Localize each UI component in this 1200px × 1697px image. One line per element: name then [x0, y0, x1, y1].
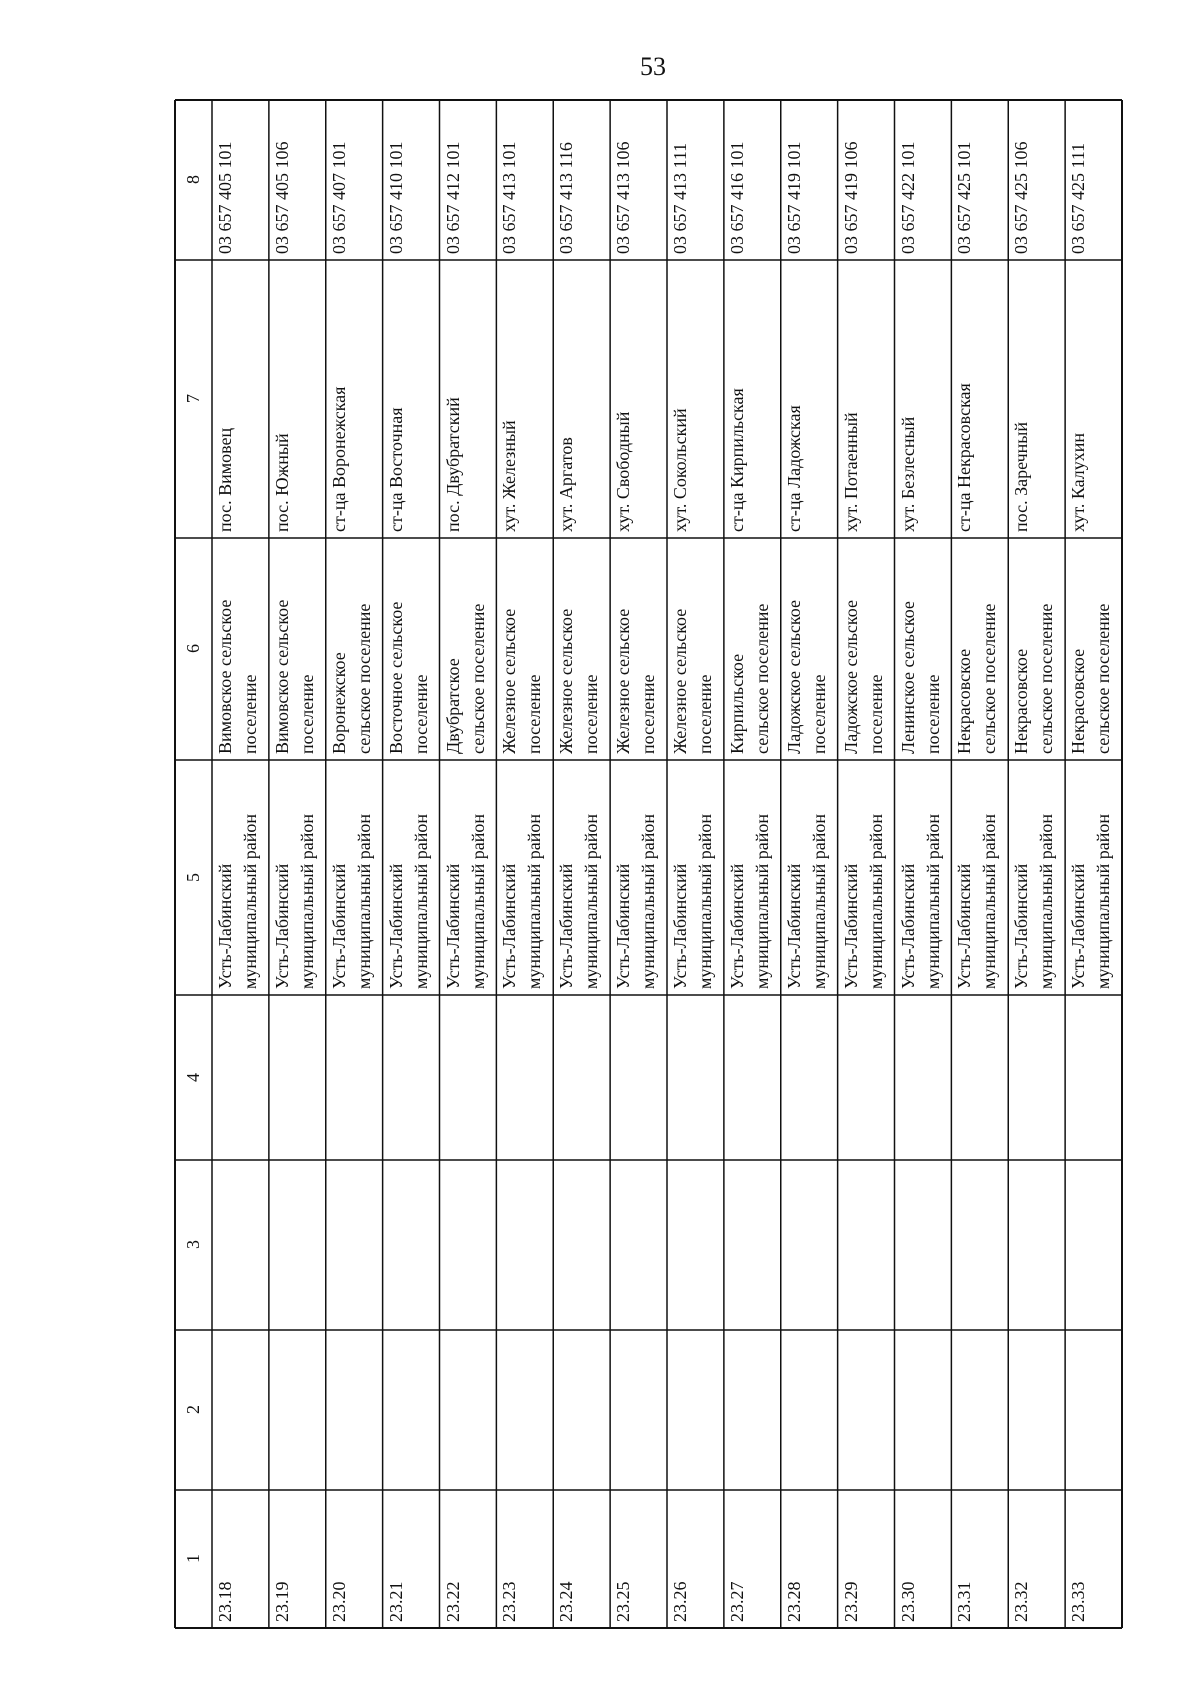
cell-text: пос. Вимовец — [215, 427, 235, 532]
table-cell-col-1 — [497, 1496, 552, 1622]
table-cell-col-4 — [725, 1001, 780, 1154]
table-cell-col-7 — [327, 266, 382, 532]
table-cell-col-3 — [611, 1166, 666, 1324]
cell-text: хут. Железный — [499, 420, 520, 532]
cell-text: хут. Сокольский — [670, 408, 690, 532]
table-cell-col-2 — [213, 1336, 268, 1484]
table-cell-col-3 — [327, 1166, 382, 1324]
cell-text: муниципальный район — [240, 813, 260, 989]
table-cell-col-2 — [270, 1336, 325, 1484]
cell-text: Усть-Лабинский — [897, 863, 918, 989]
table-cell-col-1 — [441, 1496, 496, 1622]
table-cell-col-3 — [384, 1166, 439, 1324]
table-cell-col-7 — [725, 266, 780, 532]
cell-text: 03 657 413 111 — [670, 142, 690, 254]
cell-text: Железное сельское — [499, 608, 520, 754]
cell-text: 03 657 419 101 — [783, 141, 804, 254]
table-cell-col-4 — [270, 1001, 325, 1154]
table-cell-col-8 — [668, 106, 723, 254]
table-cell-col-5 — [1066, 766, 1121, 989]
table-cell-col-2 — [554, 1336, 609, 1484]
table-cell-col-8 — [497, 106, 552, 254]
column-header: 2 — [183, 1405, 203, 1415]
table-cell-col-6 — [384, 544, 439, 754]
table-cell-col-6 — [270, 544, 325, 754]
table-cell-col-8 — [896, 106, 951, 254]
table-cell-col-1 — [782, 1496, 837, 1622]
cell-text: пос. Южный — [271, 433, 292, 532]
table-cell-col-4 — [952, 1001, 1007, 1154]
cell-text: 23.26 — [670, 1581, 690, 1622]
cell-text: пос. Двубратский — [442, 397, 463, 532]
cell-text: 03 657 412 101 — [442, 141, 463, 254]
table-cell-col-2 — [896, 1336, 951, 1484]
column-header: 1 — [183, 1554, 203, 1564]
table-cell-col-1 — [611, 1496, 666, 1622]
cell-text: 23.27 — [726, 1581, 747, 1622]
cell-text: хут. Потаенный — [840, 412, 861, 532]
table-cell-col-8 — [952, 106, 1007, 254]
cell-text: Усть-Лабинский — [613, 863, 634, 989]
table-cell-col-8 — [1009, 106, 1064, 254]
table-cell-col-7 — [1066, 266, 1121, 532]
table-cell-col-3 — [952, 1166, 1007, 1324]
table-cell-col-5 — [213, 766, 268, 989]
table-cell-col-2 — [1009, 1336, 1064, 1484]
cell-text: Ладожское сельское — [783, 600, 804, 754]
cell-text: 23.23 — [499, 1581, 520, 1622]
cell-text: 03 657 413 106 — [613, 141, 634, 254]
table-cell-col-3 — [725, 1166, 780, 1324]
table-cell-col-7 — [213, 266, 268, 532]
cell-text: Усть-Лабинский — [385, 863, 406, 989]
table-cell-col-3 — [213, 1166, 268, 1324]
cell-text: сельское поселение — [1093, 603, 1114, 754]
cell-text: Усть-Лабинский — [215, 863, 235, 989]
cell-text: 23.29 — [840, 1581, 861, 1622]
cell-text: поселение — [808, 674, 829, 754]
cell-text: поселение — [638, 674, 659, 754]
cell-text: 03 657 419 106 — [840, 141, 861, 254]
cell-text: муниципальный район — [581, 813, 602, 989]
table-cell-col-2 — [952, 1336, 1007, 1484]
cell-text: Некрасовское — [1011, 648, 1032, 754]
cell-text: муниципальный район — [695, 813, 715, 989]
table-cell-col-4 — [213, 1001, 268, 1154]
cell-text: муниципальный район — [296, 813, 317, 989]
cell-text: 03 657 416 101 — [726, 141, 747, 254]
table-cell-col-5 — [896, 766, 951, 989]
cell-text: 03 657 425 106 — [1011, 141, 1032, 254]
table-cell-col-2 — [839, 1336, 894, 1484]
cell-text: 23.24 — [556, 1581, 577, 1622]
column-header: 7 — [183, 394, 203, 404]
cell-text: Усть-Лабинский — [271, 863, 292, 989]
table-cell-col-2 — [327, 1336, 382, 1484]
table-cell-col-6 — [441, 544, 496, 754]
table-cell-col-2 — [611, 1336, 666, 1484]
table-cell-col-3 — [1009, 1166, 1064, 1324]
cell-text: хут. Свободный — [613, 411, 634, 532]
cell-text: 03 657 405 101 — [215, 141, 235, 254]
table-cell-col-8 — [839, 106, 894, 254]
table-cell-col-1 — [1009, 1496, 1064, 1622]
cell-text: Вимовское сельское — [271, 599, 292, 754]
table-cell-col-5 — [952, 766, 1007, 989]
table-cell-col-5 — [327, 766, 382, 989]
cell-text: сельское поселение — [1036, 603, 1057, 754]
cell-text: 23.28 — [783, 1581, 804, 1622]
table-cell-col-7 — [1009, 266, 1064, 532]
table-cell-col-5 — [441, 766, 496, 989]
cell-text: хут. Аргатов — [556, 437, 577, 532]
cell-text: сельское поселение — [979, 603, 1000, 754]
table-cell-col-1 — [1066, 1496, 1121, 1622]
table-cell-col-4 — [611, 1001, 666, 1154]
table-cell-col-7 — [497, 266, 552, 532]
table-cell-col-8 — [1066, 106, 1121, 254]
cell-text: 23.18 — [215, 1581, 235, 1622]
table-cell-col-4 — [497, 1001, 552, 1154]
table-cell-col-3 — [270, 1166, 325, 1324]
cell-text: 03 657 413 116 — [556, 142, 577, 254]
cell-text: Усть-Лабинский — [499, 863, 520, 989]
column-header: 8 — [183, 175, 203, 185]
table-cell-col-3 — [896, 1166, 951, 1324]
cell-text: Усть-Лабинский — [328, 863, 349, 989]
cell-text: Восточное сельское — [385, 601, 406, 754]
table-cell-col-7 — [896, 266, 951, 532]
cell-text: поселение — [240, 674, 260, 754]
cell-text: ст-ца Воронежская — [328, 386, 349, 532]
table-cell-col-4 — [1066, 1001, 1121, 1154]
cell-text: 03 657 413 101 — [499, 141, 520, 254]
cell-text: Усть-Лабинский — [726, 863, 747, 989]
cell-text: сельское поселение — [353, 603, 374, 754]
cell-text: 23.25 — [613, 1581, 634, 1622]
cell-text: муниципальный район — [808, 813, 829, 989]
cell-text: ст-ца Некрасовская — [954, 383, 975, 532]
table-cell-col-3 — [497, 1166, 552, 1324]
table-cell-col-7 — [782, 266, 837, 532]
column-header: 3 — [183, 1240, 203, 1250]
cell-text: Некрасовское — [1068, 648, 1089, 754]
table-cell-col-2 — [497, 1336, 552, 1484]
column-header: 5 — [183, 873, 203, 882]
table-cell-col-8 — [441, 106, 496, 254]
table-cell-col-2 — [441, 1336, 496, 1484]
table-cell-col-6 — [725, 544, 780, 754]
table-cell-col-4 — [782, 1001, 837, 1154]
cell-text: Усть-Лабинский — [1011, 863, 1032, 989]
table-cell-col-7 — [270, 266, 325, 532]
table-cell-col-6 — [611, 544, 666, 754]
table-cell-col-1 — [725, 1496, 780, 1622]
table-cell-col-8 — [213, 106, 268, 254]
cell-text: 23.32 — [1011, 1581, 1032, 1622]
cell-text: поселение — [410, 674, 431, 754]
cell-text: муниципальный район — [922, 813, 943, 989]
table-cell-col-7 — [668, 266, 723, 532]
table-cell-col-6 — [213, 544, 268, 754]
table-cell-col-4 — [554, 1001, 609, 1154]
cell-text: муниципальный район — [1093, 813, 1114, 989]
table-cell-col-1 — [554, 1496, 609, 1622]
cell-text: 03 657 425 111 — [1068, 142, 1089, 254]
cell-text: Двубратское — [442, 658, 463, 754]
cell-text: Усть-Лабинский — [556, 863, 577, 989]
cell-text: Кирпильское — [726, 653, 747, 754]
table-cell-col-7 — [441, 266, 496, 532]
table-cell-col-6 — [782, 544, 837, 754]
cell-text: 03 657 405 106 — [271, 141, 292, 254]
table-cell-col-8 — [611, 106, 666, 254]
table-cell-col-3 — [839, 1166, 894, 1324]
table-cell-col-4 — [441, 1001, 496, 1154]
cell-text: Железное сельское — [670, 608, 690, 754]
table-cell-col-5 — [725, 766, 780, 989]
cell-text: хут. Калухин — [1068, 433, 1089, 532]
cell-text: 23.33 — [1068, 1581, 1089, 1622]
table-cell-col-8 — [554, 106, 609, 254]
table-cell-col-7 — [839, 266, 894, 532]
table-cell-col-6 — [952, 544, 1007, 754]
table-cell-col-6 — [668, 544, 723, 754]
cell-text: поселение — [922, 674, 943, 754]
cell-text: Усть-Лабинский — [954, 863, 975, 989]
cell-text: 23.21 — [385, 1581, 406, 1622]
cell-text: Усть-Лабинский — [442, 863, 463, 989]
cell-text: поселение — [524, 674, 545, 754]
cell-text: муниципальный район — [638, 813, 659, 989]
cell-text: Ленинское сельское — [897, 601, 918, 754]
cell-text: муниципальный район — [353, 813, 374, 989]
table-cell-col-4 — [327, 1001, 382, 1154]
table-cell-col-3 — [441, 1166, 496, 1324]
cell-text: поселение — [296, 674, 317, 754]
cell-text: муниципальный район — [524, 813, 545, 989]
cell-text: 23.20 — [328, 1581, 349, 1622]
table-cell-col-1 — [270, 1496, 325, 1622]
cell-text: 23.22 — [442, 1581, 463, 1622]
cell-text: Усть-Лабинский — [1068, 863, 1089, 989]
table-cell-col-6 — [839, 544, 894, 754]
table-cell-col-8 — [384, 106, 439, 254]
table-cell-col-7 — [384, 266, 439, 532]
cell-text: поселение — [865, 674, 886, 754]
cell-text: Вимовское сельское — [215, 599, 235, 754]
cell-text: ст-ца Кирпильская — [726, 388, 747, 532]
cell-text: поселение — [695, 674, 715, 754]
cell-text: Усть-Лабинский — [783, 863, 804, 989]
table-cell-col-7 — [611, 266, 666, 532]
column-header: 4 — [183, 1073, 203, 1082]
table-cell-col-6 — [327, 544, 382, 754]
cell-text: ст-ца Восточная — [385, 407, 406, 532]
table-cell-col-4 — [1009, 1001, 1064, 1154]
table-cell-col-5 — [1009, 766, 1064, 989]
cell-text: ст-ца Ладожская — [783, 405, 804, 532]
cell-text: пос. Заречный — [1011, 421, 1032, 532]
table-cell-col-5 — [668, 766, 723, 989]
column-header: 6 — [183, 644, 203, 654]
table-cell-col-1 — [213, 1496, 268, 1622]
table-cell-col-5 — [611, 766, 666, 989]
cell-text: 03 657 425 101 — [954, 141, 975, 254]
cell-text: Железное сельское — [613, 608, 634, 754]
table-cell-col-4 — [896, 1001, 951, 1154]
table-cell-col-3 — [1066, 1166, 1121, 1324]
cell-text: муниципальный район — [979, 813, 1000, 989]
table-cell-col-4 — [668, 1001, 723, 1154]
cell-text: 03 657 410 101 — [385, 141, 406, 254]
table-cell-col-3 — [782, 1166, 837, 1324]
table-cell-col-6 — [1009, 544, 1064, 754]
cell-text: Некрасовское — [954, 648, 975, 754]
table-cell-col-5 — [839, 766, 894, 989]
cell-text: Воронежское — [328, 652, 349, 754]
table-cell-col-7 — [952, 266, 1007, 532]
table-cell-col-2 — [725, 1336, 780, 1484]
table-cell-col-1 — [327, 1496, 382, 1622]
table-cell-col-2 — [384, 1336, 439, 1484]
table-cell-col-8 — [327, 106, 382, 254]
cell-text: 23.19 — [271, 1581, 292, 1622]
cell-text: Усть-Лабинский — [670, 863, 690, 989]
table-cell-col-8 — [270, 106, 325, 254]
page-number: 53 — [640, 52, 666, 81]
cell-text: Железное сельское — [556, 608, 577, 754]
cell-text: муниципальный район — [410, 813, 431, 989]
cell-text: муниципальный район — [467, 813, 488, 989]
cell-text: Усть-Лабинский — [840, 863, 861, 989]
cell-text: 23.31 — [954, 1581, 975, 1622]
table-cell-col-5 — [497, 766, 552, 989]
table-cell-col-1 — [839, 1496, 894, 1622]
cell-text: хут. Безлесный — [897, 416, 918, 532]
table-cell-col-1 — [668, 1496, 723, 1622]
table-cell-col-6 — [1066, 544, 1121, 754]
table-cell-col-5 — [270, 766, 325, 989]
cell-text: муниципальный район — [1036, 813, 1057, 989]
table-cell-col-4 — [839, 1001, 894, 1154]
cell-text: 03 657 422 101 — [897, 141, 918, 254]
table-cell-col-4 — [384, 1001, 439, 1154]
table-cell-col-3 — [554, 1166, 609, 1324]
table-cell-col-5 — [384, 766, 439, 989]
cell-text: 03 657 407 101 — [328, 141, 349, 254]
table-cell-col-7 — [554, 266, 609, 532]
cell-text: поселение — [581, 674, 602, 754]
table-cell-col-8 — [725, 106, 780, 254]
cell-text: сельское поселение — [751, 603, 772, 754]
table-cell-col-2 — [782, 1336, 837, 1484]
table-cell-col-1 — [896, 1496, 951, 1622]
table-cell-col-5 — [782, 766, 837, 989]
table-cell-col-2 — [668, 1336, 723, 1484]
cell-text: Ладожское сельское — [840, 600, 861, 754]
table-cell-col-1 — [952, 1496, 1007, 1622]
table-cell-col-6 — [497, 544, 552, 754]
table-cell-col-8 — [782, 106, 837, 254]
table-cell-col-5 — [554, 766, 609, 989]
cell-text: муниципальный район — [865, 813, 886, 989]
table-cell-col-3 — [668, 1166, 723, 1324]
table-cell-col-2 — [1066, 1336, 1121, 1484]
table-cell-col-6 — [896, 544, 951, 754]
cell-text: муниципальный район — [751, 813, 772, 989]
cell-text: сельское поселение — [467, 603, 488, 754]
table-cell-col-1 — [384, 1496, 439, 1622]
table-cell-col-6 — [554, 544, 609, 754]
cell-text: 23.30 — [897, 1581, 918, 1622]
